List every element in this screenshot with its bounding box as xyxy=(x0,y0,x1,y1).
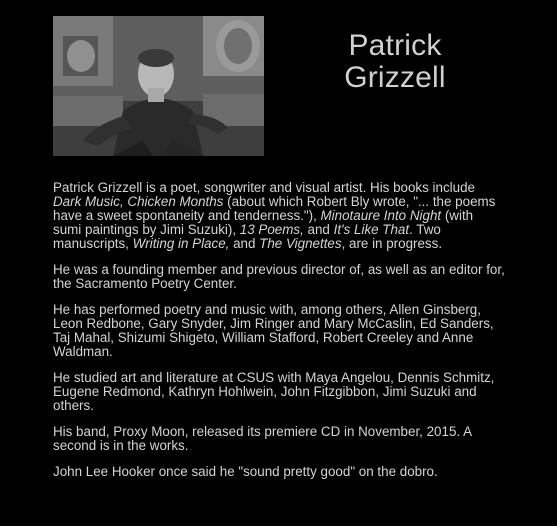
manuscript-title: Writing in Place, xyxy=(132,236,230,251)
author-photo-image xyxy=(53,16,264,156)
bio-text: . Two manuscripts, xyxy=(53,222,441,251)
bio-paragraph-quote: John Lee Hooker once said he "sound pretty good" on the dobro. xyxy=(53,464,438,479)
bio-paragraph-performances: He has performed poetry and music with, among others, Allen Ginsberg, Leon Redbone, Gary Snyder, Jim Ringer and Mary McCaslin, Ed Sanders, Taj Mahal, Shizumi Shigeto, William Stafford, Robert Creeley and Anne Waldman. xyxy=(53,302,494,359)
bio-paragraph-books xyxy=(53,181,505,251)
title-first-name: Patrick xyxy=(348,29,442,62)
bio-text: (with sumi paintings by Jimi Suzuki), xyxy=(53,208,474,237)
bio-text: and xyxy=(303,222,334,237)
bio-text: Patrick Grizzell is a poet, songwriter and visual artist. His books include xyxy=(53,180,475,195)
bio-paragraph-band: His band, Proxy Moon, released its premiere CD in November, 2015. A second is in the works. xyxy=(53,424,472,453)
book-title: It's Like That xyxy=(333,222,410,237)
author-photo xyxy=(53,16,264,156)
page-title xyxy=(300,30,490,94)
title-last-name: Grizzell xyxy=(344,61,446,94)
book-title: Minotaure Into Night xyxy=(320,208,442,223)
bio-text: , are in progress. xyxy=(341,236,443,251)
manuscript-title: The Vignettes xyxy=(259,236,342,251)
book-title: Dark Music, Chicken Months xyxy=(53,194,224,209)
bio-paragraph-education: He studied art and literature at CSUS with Maya Angelou, Dennis Schmitz, Eugene Redmond, Kathryn Hohlwein, John Fitzgibbon, Jimi Suzuki and others. xyxy=(53,370,495,413)
book-title: 13 Poems, xyxy=(239,222,304,237)
biography xyxy=(53,181,505,491)
bio-text: (about which Robert Bly wrote, "... the poems have a sweet spontaneity and tenderness."), xyxy=(53,194,496,223)
bio-text: and xyxy=(229,236,260,251)
bio-paragraph-poetry-center: He was a founding member and previous director of, as well as an editor for, the Sacramento Poetry Center. xyxy=(53,262,505,291)
